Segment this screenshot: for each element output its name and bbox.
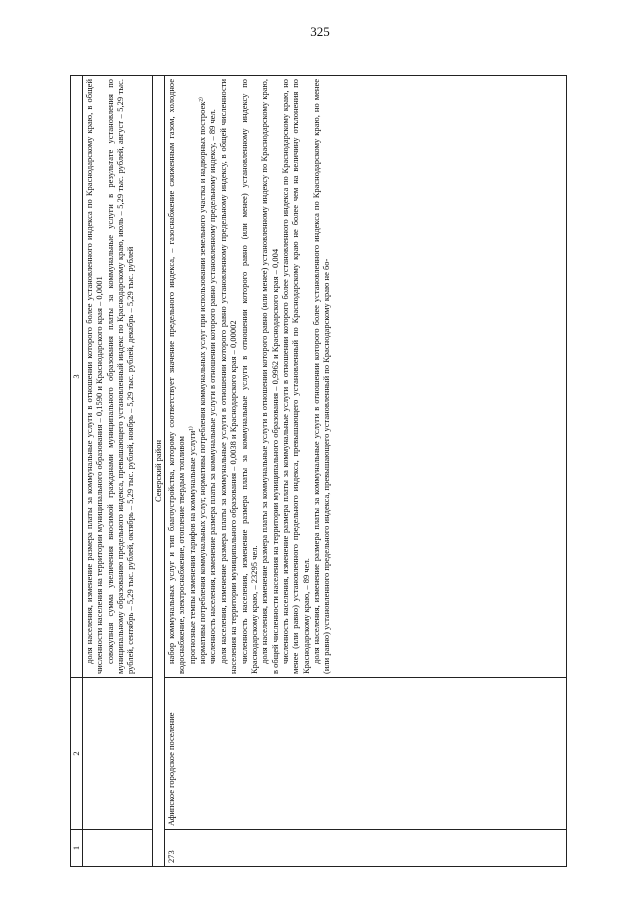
rotated-table-container: [70, 76, 567, 867]
detail-line: доля населения, изменение размера платы за коммунальные услуги в отношении которого более установленного индекса по Краснодарскому краю, но менее (или равно) установленного предельного индекса, превышающего установленный по Краснодарскому краю не бо-: [311, 79, 332, 674]
page-number: 325: [310, 24, 330, 39]
data-table: [70, 75, 567, 867]
region-row: [153, 76, 165, 867]
cont-line: совокупная сумма увеличения вносимой гражданами муниципального образования платы за коммунальные услуги в результате установления по муниципальному образованию предельного индекса, превышающего установленный индекс по Краснодарскому краю, июль – 5,29 тыс. рублей, август – 5,29 тыс. рублей, сентябрь – 5,29 тыс. рублей, октябрь – 5,29 тыс. рублей, ноябрь – 5,29 тыс. рублей, декабрь – 5,29 тыс. рублей: [104, 79, 136, 674]
cont-col-1: [83, 830, 153, 867]
detail-line: прогнозные темпы изменения тарифов на коммунальные услуги¹⁾: [186, 426, 197, 664]
cont-col-2: [83, 678, 153, 830]
detail-line: численность населения, изменение размера платы за коммунальные услуги в отношении которого более установленного индекса по Краснодарскому краю, но менее (или равно) установленного предельного индекса, превышающего установленный по Краснодарскому краю не более чем на величину отклонения по Краснодарскому краю, – 89 чел.: [279, 79, 311, 674]
row-273-details: [165, 76, 567, 678]
table-row-continuation: [83, 76, 153, 867]
table-header-row: [71, 76, 83, 867]
header-col-2: 2: [71, 678, 83, 830]
cont-line: доля населения, изменение размера платы за коммунальные услуги в отношении которого более установленного индекса по Краснодарскому краю, в общей численности населения на территории муниципального образования – 0,1590 и Краснодарского края – 0,0001: [84, 79, 105, 674]
table-row-273: [165, 76, 567, 867]
header-col-1: 1: [71, 830, 83, 867]
detail-line: численность населения, изменение размера платы за коммунальные услуги в отношении которого равно установленному предельному индексу, – 89 чел.: [207, 109, 218, 664]
detail-line: нормативы потребления коммунальных услуг, нормативы потребления коммунальных услуг при использовании земельного участка и надворных построек²⁾: [197, 97, 208, 664]
row-number: 273: [165, 830, 567, 867]
cont-col-3: [83, 76, 153, 678]
detail-line: доля населения, изменение размера платы за коммунальные услуги в отношении которого равно установленному предельному индексу, в общей численности населения на территории муниципального образования – 0,0038 и Краснодарского края – 0,00002: [217, 79, 239, 674]
region-name: Северский район: [153, 76, 165, 867]
municipality-name: Афипское городское поселение: [165, 678, 567, 830]
detail-line: набор коммунальных услуг и тип благоустройства, которому соответствует значение предельного индекса, – газоснабжение сжиженным газом, холодное водоснабжение, электроснабжение, отопление твердым топливом: [166, 79, 187, 674]
detail-line: численность населения, изменение размера платы за коммунальные услуги в отношении которого равно (или менее) установленному индексу по Краснодарскому краю, – 23295 чел.: [238, 79, 259, 674]
detail-line: доля населения, изменение размера платы за коммунальные услуги в отношении которого равно (или менее) установленному индексу по Краснодарскому краю, в общей численности населения на территории муниципального образования – 0,9962 и Краснодарского края – 0,004: [259, 79, 280, 674]
header-col-3: 3: [71, 76, 83, 678]
